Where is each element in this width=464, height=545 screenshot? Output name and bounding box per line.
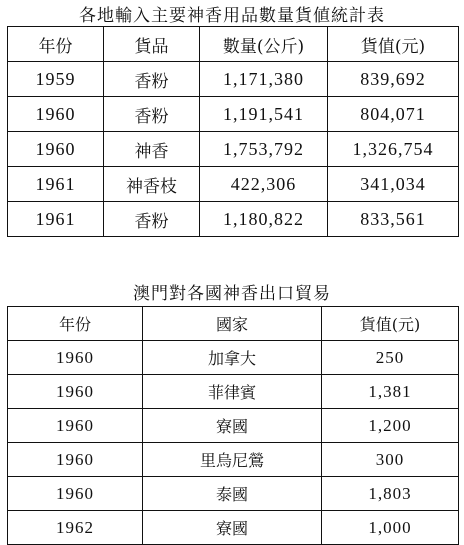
export-trade-table <box>7 306 459 545</box>
year-cell: 1960 <box>8 477 143 511</box>
table1-header-value: 貨值(元) <box>328 27 459 62</box>
table1-header-year: 年份 <box>8 27 104 62</box>
table-row <box>8 97 459 132</box>
country-cell: 里烏尼鶯 <box>143 443 322 477</box>
country-cell: 寮國 <box>143 511 322 545</box>
year-cell: 1960 <box>8 409 143 443</box>
value-cell: 341,034 <box>328 167 459 202</box>
value-cell: 1,200 <box>322 409 459 443</box>
table1-header-quantity: 數量(公斤) <box>200 27 328 62</box>
country-cell: 加拿大 <box>143 341 322 375</box>
goods-cell: 香粉 <box>104 97 200 132</box>
table-row <box>8 477 459 511</box>
value-cell: 833,561 <box>328 202 459 237</box>
table-row <box>8 409 459 443</box>
value-cell: 1,000 <box>322 511 459 545</box>
year-cell: 1961 <box>8 167 104 202</box>
quantity-cell: 1,191,541 <box>200 97 328 132</box>
table1-header-goods: 貨品 <box>104 27 200 62</box>
year-cell: 1960 <box>8 97 104 132</box>
quantity-cell: 422,306 <box>200 167 328 202</box>
table1-title: 各地輸入主要神香用品數量貨値統計表 <box>79 6 385 26</box>
table2-title: 澳門對各國神香出口貿易 <box>133 284 331 304</box>
year-cell: 1960 <box>8 341 143 375</box>
table-row <box>8 443 459 477</box>
goods-cell: 神香枝 <box>104 167 200 202</box>
table2-header-year: 年份 <box>8 307 143 341</box>
value-cell: 1,381 <box>322 375 459 409</box>
table-row <box>8 202 459 237</box>
quantity-cell: 1,171,380 <box>200 62 328 97</box>
table-row <box>8 132 459 167</box>
goods-cell: 香粉 <box>104 202 200 237</box>
year-cell: 1959 <box>8 62 104 97</box>
table-row <box>8 62 459 97</box>
country-cell: 菲律賓 <box>143 375 322 409</box>
goods-cell: 香粉 <box>104 62 200 97</box>
table-row <box>8 511 459 545</box>
table-row <box>8 341 459 375</box>
value-cell: 1,803 <box>322 477 459 511</box>
table2-header-row <box>8 307 459 341</box>
country-cell: 寮國 <box>143 409 322 443</box>
country-cell: 泰國 <box>143 477 322 511</box>
quantity-cell: 1,180,822 <box>200 202 328 237</box>
import-statistics-table <box>7 26 459 237</box>
year-cell: 1960 <box>8 375 143 409</box>
value-cell: 839,692 <box>328 62 459 97</box>
table-row <box>8 167 459 202</box>
quantity-cell: 1,753,792 <box>200 132 328 167</box>
value-cell: 250 <box>322 341 459 375</box>
value-cell: 1,326,754 <box>328 132 459 167</box>
table2-header-value: 貨值(元) <box>322 307 459 341</box>
table2-header-country: 國家 <box>143 307 322 341</box>
year-cell: 1961 <box>8 202 104 237</box>
year-cell: 1962 <box>8 511 143 545</box>
year-cell: 1960 <box>8 443 143 477</box>
year-cell: 1960 <box>8 132 104 167</box>
table-row <box>8 375 459 409</box>
value-cell: 804,071 <box>328 97 459 132</box>
goods-cell: 神香 <box>104 132 200 167</box>
value-cell: 300 <box>322 443 459 477</box>
table1-header-row <box>8 27 459 62</box>
